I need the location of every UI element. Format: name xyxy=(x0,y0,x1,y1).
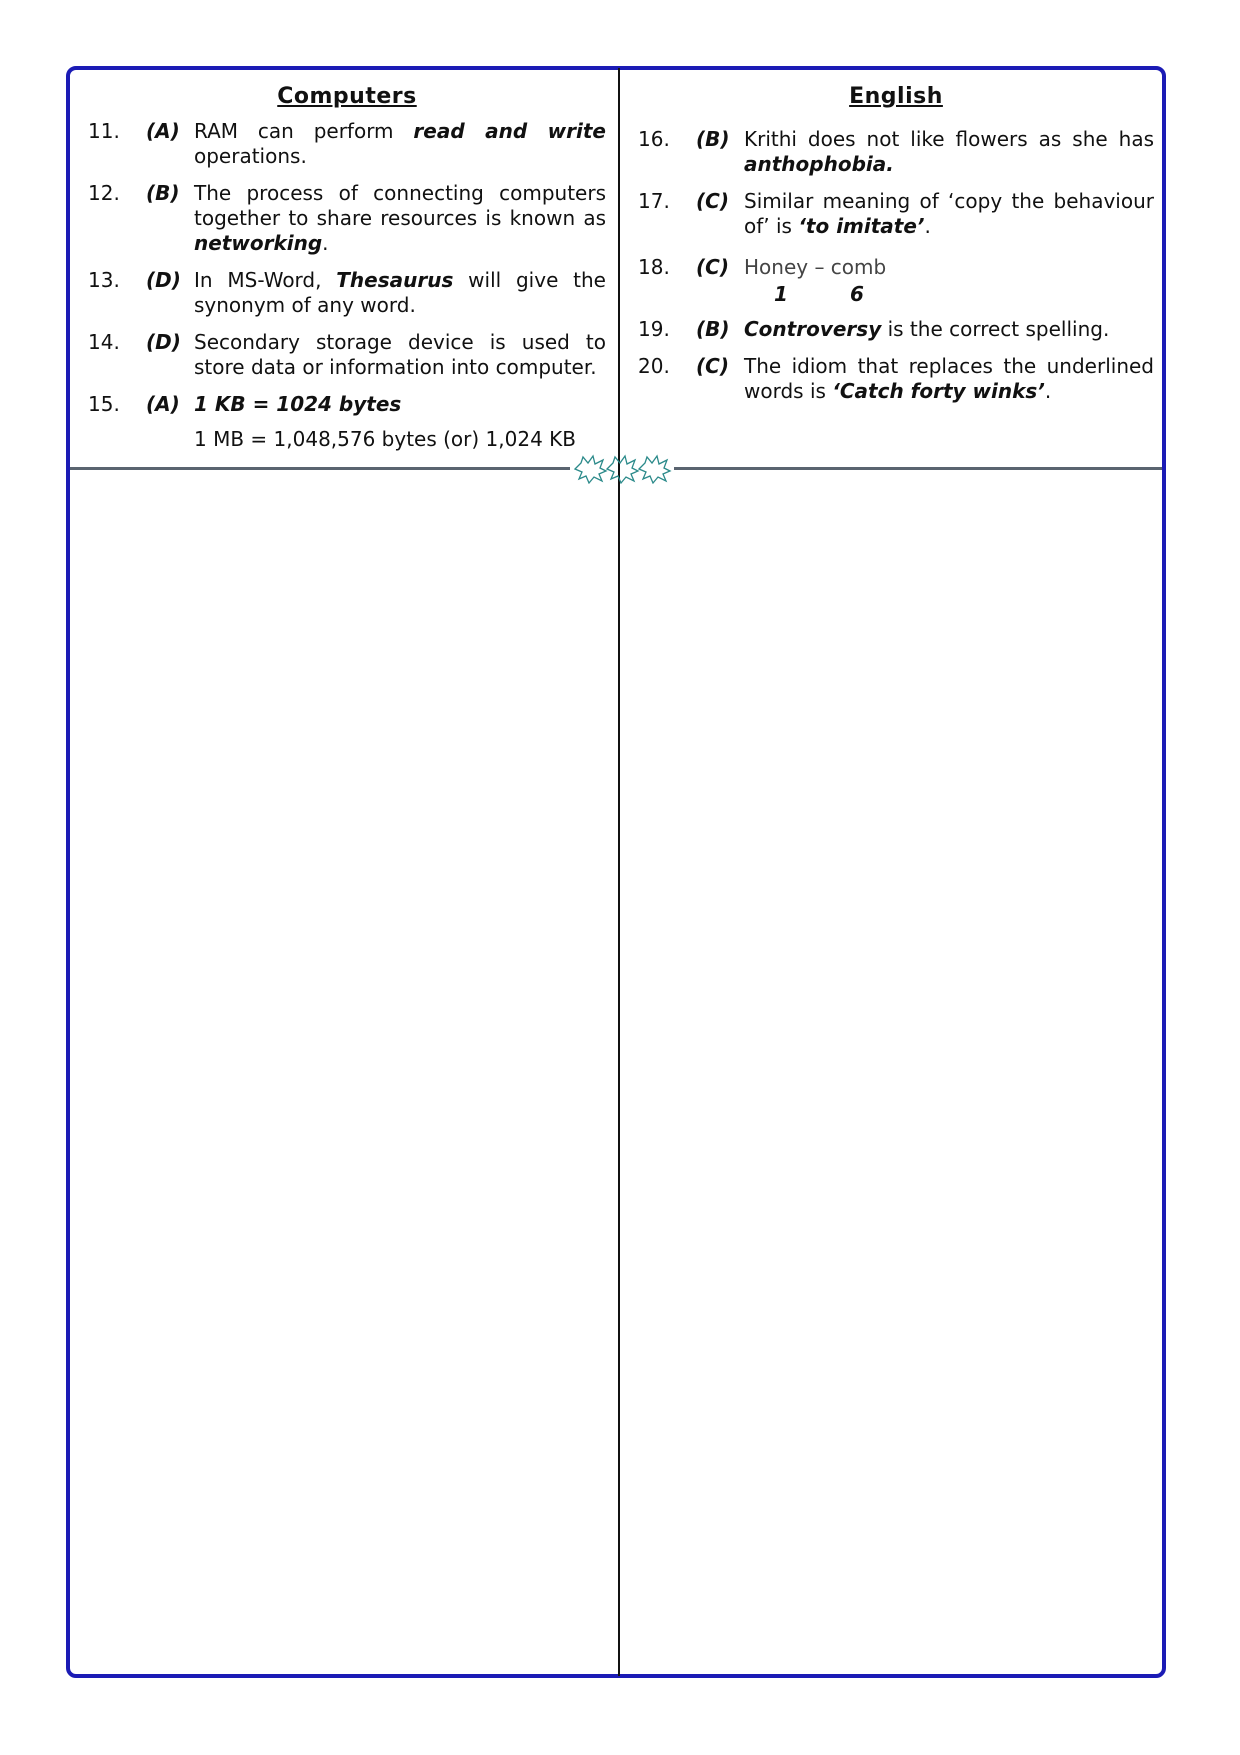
count-one: 1 xyxy=(774,282,788,306)
question-number: 19. xyxy=(638,317,670,341)
answer-text xyxy=(744,255,1154,307)
answer-option: (C) xyxy=(696,354,729,378)
answer-option: (B) xyxy=(696,317,730,341)
answer-text: Secondary storage device is used to store data or information into computer. xyxy=(194,330,606,379)
answer-option: (A) xyxy=(146,119,180,143)
question-12 xyxy=(88,181,606,256)
question-11 xyxy=(88,119,606,169)
answer-option: (C) xyxy=(696,189,729,213)
answer-text: The process of connecting computers together to share resources is known as networking. xyxy=(194,181,606,255)
question-number: 18. xyxy=(638,255,670,279)
answer-option: (A) xyxy=(146,392,180,416)
question-number: 13. xyxy=(88,268,120,292)
answer-option: (B) xyxy=(696,127,730,151)
question-16 xyxy=(638,127,1154,177)
column-divider xyxy=(618,68,620,1676)
answer-option: (D) xyxy=(146,330,181,354)
computers-column xyxy=(88,84,606,452)
honey-comb-word: Honey – comb xyxy=(744,255,887,279)
answer-text: 1 KB = 1024 bytes xyxy=(194,392,402,416)
answer-option: (B) xyxy=(146,181,180,205)
answer-text: In MS-Word, Thesaurus will give the synonym of any word. xyxy=(194,268,606,317)
answer-text: Similar meaning of ‘copy the behaviour of’ is ‘to imitate’. xyxy=(744,189,1154,238)
question-19 xyxy=(638,317,1154,342)
english-heading: English xyxy=(849,84,943,109)
question-number: 14. xyxy=(88,330,120,354)
question-number: 15. xyxy=(88,392,120,416)
answer-extra-text: 1 MB = 1,048,576 bytes (or) 1,024 KB xyxy=(194,427,577,451)
computers-heading: Computers xyxy=(277,84,417,109)
letter-counts xyxy=(744,282,1154,307)
question-number: 17. xyxy=(638,189,670,213)
question-number: 16. xyxy=(638,127,670,151)
question-number: 11. xyxy=(88,119,120,143)
section-divider-left xyxy=(70,467,570,470)
question-13 xyxy=(88,268,606,318)
question-number: 20. xyxy=(638,354,670,378)
answer-text: RAM can perform read and write operations. xyxy=(194,119,606,168)
question-17 xyxy=(638,189,1154,239)
count-two: 6 xyxy=(850,282,864,306)
answer-option: (D) xyxy=(146,268,181,292)
question-20 xyxy=(638,354,1154,404)
question-18 xyxy=(638,255,1154,307)
answer-text: The idiom that replaces the underlined words is ‘Catch forty winks’. xyxy=(744,354,1154,403)
question-15 xyxy=(88,392,606,417)
section-divider-right xyxy=(674,467,1162,470)
answer-text: Krithi does not like flowers as she has anthophobia. xyxy=(744,127,1154,176)
question-14 xyxy=(88,330,606,380)
english-column xyxy=(638,84,1154,416)
answer-text: Controversy is the correct spelling. xyxy=(744,317,1110,341)
answer-option: (C) xyxy=(696,255,729,279)
question-number: 12. xyxy=(88,181,120,205)
divider-ornament-icon xyxy=(573,454,673,484)
